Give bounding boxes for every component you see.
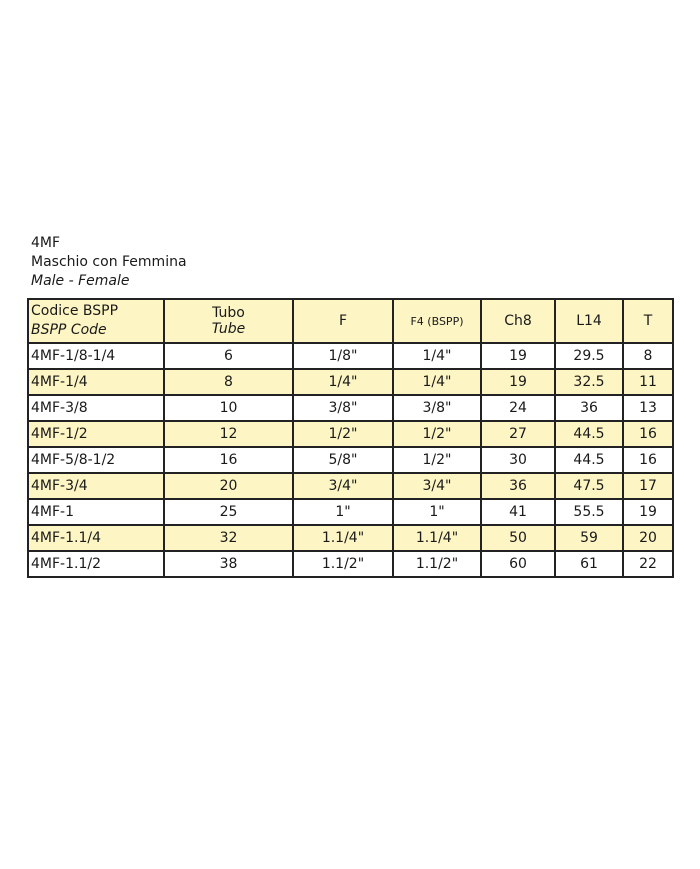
cell-f4: 1.1/4" xyxy=(393,525,481,551)
cell-f4: 3/8" xyxy=(393,395,481,421)
cell-l14: 47.5 xyxy=(555,473,623,499)
cell-f4: 1/2" xyxy=(393,421,481,447)
cell-f: 1.1/4" xyxy=(293,525,393,551)
header-f4: F4 (BSPP) xyxy=(393,299,481,343)
cell-ch8: 19 xyxy=(481,369,555,395)
cell-t: 19 xyxy=(623,499,673,525)
table-row xyxy=(28,525,673,551)
table-row xyxy=(28,499,673,525)
table-row xyxy=(28,369,673,395)
cell-code: 4MF-1/2 xyxy=(28,421,164,447)
table-row xyxy=(28,551,673,577)
table-row xyxy=(28,473,673,499)
cell-ch8: 27 xyxy=(481,421,555,447)
header-tube xyxy=(164,299,293,343)
cell-f: 5/8" xyxy=(293,447,393,473)
cell-code: 4MF-1.1/2 xyxy=(28,551,164,577)
table-header-row xyxy=(28,299,673,343)
cell-t: 22 xyxy=(623,551,673,577)
cell-code: 4MF-3/4 xyxy=(28,473,164,499)
cell-ch8: 19 xyxy=(481,343,555,369)
cell-ch8: 41 xyxy=(481,499,555,525)
cell-tube: 8 xyxy=(164,369,293,395)
cell-f: 1/4" xyxy=(293,369,393,395)
table-row xyxy=(28,395,673,421)
cell-f4: 3/4" xyxy=(393,473,481,499)
product-code: 4MF xyxy=(31,235,61,251)
cell-tube: 38 xyxy=(164,551,293,577)
header-tube-italian: Tubo xyxy=(212,305,245,321)
table-row xyxy=(28,343,673,369)
cell-ch8: 60 xyxy=(481,551,555,577)
cell-code: 4MF-1 xyxy=(28,499,164,525)
header-tube-english: Tube xyxy=(211,321,246,337)
cell-ch8: 30 xyxy=(481,447,555,473)
table-row xyxy=(28,421,673,447)
cell-code: 4MF-3/8 xyxy=(28,395,164,421)
cell-l14: 36 xyxy=(555,395,623,421)
cell-t: 16 xyxy=(623,421,673,447)
cell-t: 13 xyxy=(623,395,673,421)
cell-f: 1/2" xyxy=(293,421,393,447)
cell-tube: 25 xyxy=(164,499,293,525)
cell-t: 11 xyxy=(623,369,673,395)
header-f: F xyxy=(293,299,393,343)
cell-l14: 44.5 xyxy=(555,447,623,473)
header-t: T xyxy=(623,299,673,343)
cell-f: 3/8" xyxy=(293,395,393,421)
cell-tube: 10 xyxy=(164,395,293,421)
cell-code: 4MF-5/8-1/2 xyxy=(28,447,164,473)
cell-f4: 1.1/2" xyxy=(393,551,481,577)
cell-f4: 1" xyxy=(393,499,481,525)
cell-tube: 16 xyxy=(164,447,293,473)
cell-f: 1/8" xyxy=(293,343,393,369)
cell-f: 3/4" xyxy=(293,473,393,499)
cell-f: 1" xyxy=(293,499,393,525)
cell-tube: 20 xyxy=(164,473,293,499)
cell-tube: 12 xyxy=(164,421,293,447)
cell-f4: 1/2" xyxy=(393,447,481,473)
cell-l14: 32.5 xyxy=(555,369,623,395)
cell-code: 4MF-1/8-1/4 xyxy=(28,343,164,369)
cell-l14: 44.5 xyxy=(555,421,623,447)
product-title-italian: Maschio con Femmina xyxy=(31,254,187,270)
cell-l14: 59 xyxy=(555,525,623,551)
header-code-english: BSPP Code xyxy=(31,322,107,338)
cell-ch8: 50 xyxy=(481,525,555,551)
cell-code: 4MF-1.1/4 xyxy=(28,525,164,551)
cell-t: 20 xyxy=(623,525,673,551)
table-row xyxy=(28,447,673,473)
cell-t: 17 xyxy=(623,473,673,499)
cell-l14: 29.5 xyxy=(555,343,623,369)
spec-table xyxy=(27,298,674,578)
header-l14: L14 xyxy=(555,299,623,343)
product-title-english: Male - Female xyxy=(31,273,130,289)
cell-t: 16 xyxy=(623,447,673,473)
cell-f4: 1/4" xyxy=(393,343,481,369)
product-heading xyxy=(31,234,187,291)
header-code xyxy=(28,299,164,343)
cell-t: 8 xyxy=(623,343,673,369)
cell-f4: 1/4" xyxy=(393,369,481,395)
cell-l14: 55.5 xyxy=(555,499,623,525)
header-code-italian: Codice BSPP xyxy=(31,303,119,319)
cell-ch8: 36 xyxy=(481,473,555,499)
cell-f: 1.1/2" xyxy=(293,551,393,577)
cell-tube: 6 xyxy=(164,343,293,369)
cell-tube: 32 xyxy=(164,525,293,551)
cell-code: 4MF-1/4 xyxy=(28,369,164,395)
cell-l14: 61 xyxy=(555,551,623,577)
header-ch8: Ch8 xyxy=(481,299,555,343)
cell-ch8: 24 xyxy=(481,395,555,421)
